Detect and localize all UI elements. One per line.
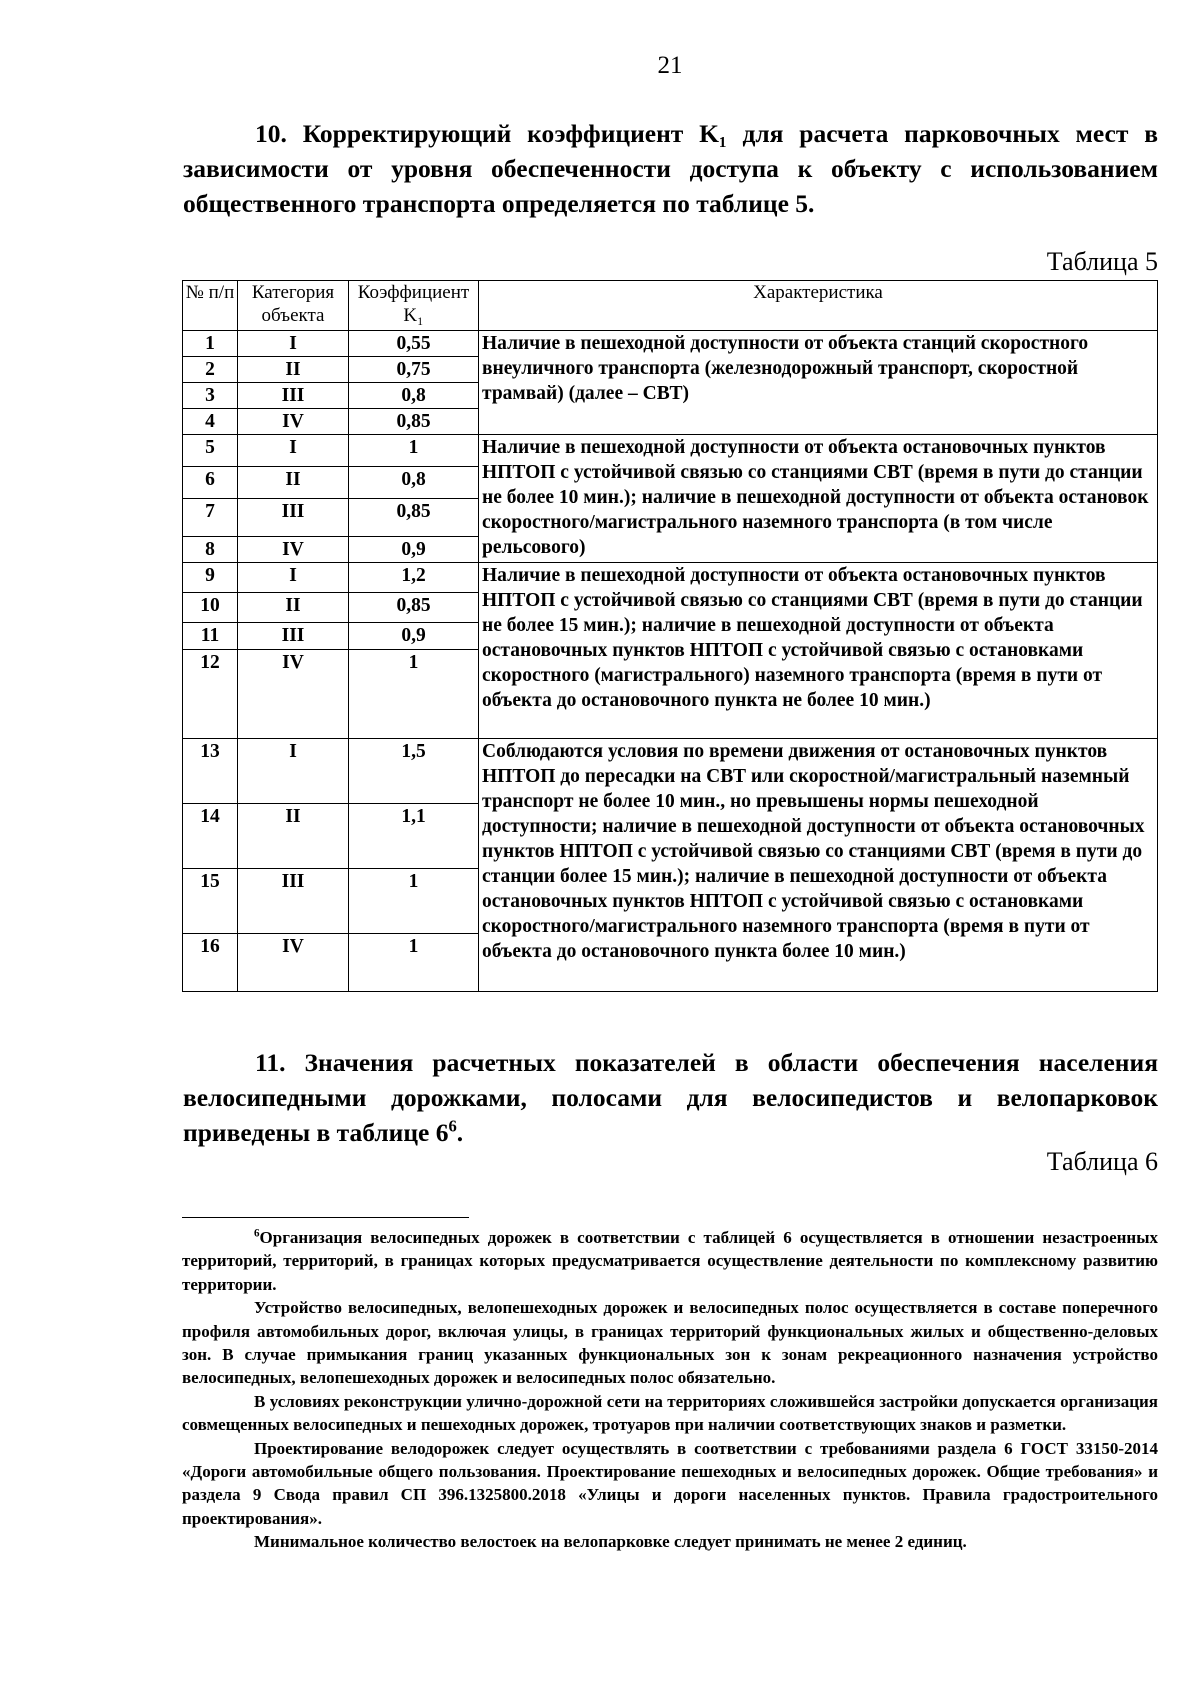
footnote-4: Проектирование велодорожек следует осуществлять в соответствии с требованиями раздела 6 ГОСТ 33150-2014 «Дороги автомобильные общего пользования. Проектирование пешеходных и велосипедных дорожек. Общие требования» и раздела 9 Свода правил СП 396.1325800.2018 «Улицы и дороги населенных пунктов. Правила градостроительного проектирования».: [182, 1438, 1158, 1528]
table-row-coefficient: 0,8: [349, 467, 479, 499]
table-row-category: I: [238, 331, 349, 357]
table-row-coefficient: 0,8: [349, 383, 479, 409]
header-num: № п/п: [183, 281, 238, 331]
table-row-category: III: [238, 499, 349, 537]
header-description: Характеристика: [479, 281, 1158, 331]
table-row-num: 1: [183, 331, 238, 357]
table-row-num: 10: [183, 593, 238, 623]
table-row-category: IV: [238, 934, 349, 992]
table-row-num: 8: [183, 537, 238, 563]
table-row-num: 3: [183, 383, 238, 409]
table-row-coefficient: 1,2: [349, 563, 479, 593]
table-row-category: II: [238, 593, 349, 623]
table-row-num: 6: [183, 467, 238, 499]
table-row-coefficient: 1: [349, 435, 479, 467]
header-category: Категория объекта: [238, 281, 349, 331]
table-row-category: IV: [238, 537, 349, 563]
paragraph-11-end: .: [456, 1118, 464, 1147]
footnote-5: Минимальное количество велостоек на велопарковке следует принимать не менее 2 единиц.: [254, 1532, 967, 1552]
footnote-ref: 6: [448, 1116, 457, 1136]
group-3-description: Наличие в пешеходной доступности от объекта остановочных пунктов НПТОП с устойчивой связью со станциями СВТ (время в пути до станции не более 15 мин.); наличие в пешеходной доступности от объекта остановочных пунктов НПТОП с устойчивой связью с остановками скоростного (магистрального) наземного транспорта (время в пути от объекта до остановочного пункта не более 10 мин.): [479, 563, 1158, 739]
footnote-2: Устройство велосипедных, велопешеходных дорожек и велосипедных полос осуществляется в составе поперечного профиля автомобильных дорог, включая улицы, в границах территорий функциональных жилых и общественно-деловых зон. В случае примыкания границ указанных функциональных зон к зонам рекреационного назначения устройство велосипедных, велопешеходных дорожек и велосипедных полос обязательно.: [182, 1298, 1158, 1388]
table-row-category: II: [238, 804, 349, 869]
table-row-num: 12: [183, 650, 238, 739]
table-row-category: II: [238, 357, 349, 383]
table-row-category: III: [238, 869, 349, 934]
footnotes: [182, 1226, 1158, 1554]
table-row-coefficient: 0,85: [349, 499, 479, 537]
table-row-num: 2: [183, 357, 238, 383]
table-row-coefficient: 1: [349, 650, 479, 739]
group-4-description: Соблюдаются условия по времени движения от остановочных пунктов НПТОП до пересадки на СВТ или скоростной/магистральный наземный транспорт не более 10 мин., но превышены нормы пешеходной доступности; наличие в пешеходной доступности от объекта остановочных пунктов НПТОП с устойчивой связью со станциями СВТ (время в пути до станции более 15 мин.); наличие в пешеходной доступности от объекта остановочных пунктов НПТОП с устойчивой связью с остановками скоростного/магистрального наземного транспорта (время в пути от объекта до остановочного пункта более 10 мин.): [479, 739, 1158, 992]
table-row-category: III: [238, 383, 349, 409]
table-row-coefficient: 0,85: [349, 409, 479, 435]
footnote-3: В условиях реконструкции улично-дорожной сети на территориях сложившейся застройки допускается организация совмещенных велосипедных и пешеходных дорожек, тротуаров при наличии соответствующих знаков и разметки.: [182, 1391, 1158, 1435]
table-row-coefficient: 1,5: [349, 739, 479, 804]
table-row-num: 15: [183, 869, 238, 934]
table-row-category: III: [238, 623, 349, 650]
table-row-coefficient: 0,9: [349, 623, 479, 650]
paragraph-10: 10. Корректирующий коэффициент K₁ для расчета парковочных мест в зависимости от уровня обеспеченности доступа к объекту с использованием общественного транспорта определяется по таблице 5.: [183, 119, 1158, 218]
table-row-num: 16: [183, 934, 238, 992]
table-row-coefficient: 0,75: [349, 357, 479, 383]
group-2-description: Наличие в пешеходной доступности от объекта остановочных пунктов НПТОП с устойчивой связью со станциями СВТ (время в пути до станции не более 10 мин.); наличие в пешеходной доступности от объекта остановок скоростного/магистрального наземного транспорта (в том числе рельсового): [479, 435, 1158, 563]
table-row-num: 7: [183, 499, 238, 537]
table-row-num: 9: [183, 563, 238, 593]
table-5: [182, 280, 1158, 992]
table-row-num: 5: [183, 435, 238, 467]
footnote-1-text: Организация велосипедных дорожек в соответствии с таблицей 6 осуществляется в отношении незастроенных территорий, территорий, в границах которых предусматривается осуществление деятельности по комплексному развитию территории.: [182, 1228, 1158, 1294]
paragraph-11: [183, 1045, 1158, 1150]
table-5-caption: Таблица 5: [1046, 247, 1158, 276]
table-6-caption: Таблица 6: [1046, 1147, 1158, 1176]
table-row-category: I: [238, 435, 349, 467]
group-1-description: Наличие в пешеходной доступности от объекта станций скоростного внеуличного транспорта (железнодорожный транспорт, скоростной трамвай) (далее – СВТ): [479, 331, 1158, 435]
footnote-marker: 6: [254, 1227, 260, 1240]
page-number: 21: [657, 52, 683, 79]
table-row-category: I: [238, 563, 349, 593]
header-coefficient: Коэффициент K₁: [349, 281, 479, 331]
footnote-1: [182, 1226, 1158, 1296]
table-row-coefficient: 0,55: [349, 331, 479, 357]
table-row-coefficient: 0,9: [349, 537, 479, 563]
table-row-num: 13: [183, 739, 238, 804]
table-row-category: I: [238, 739, 349, 804]
table-row-category: II: [238, 467, 349, 499]
table-row-coefficient: 1: [349, 934, 479, 992]
table-row-category: IV: [238, 409, 349, 435]
table-row-num: 4: [183, 409, 238, 435]
table-row-num: 11: [183, 623, 238, 650]
table-row-coefficient: 1,1: [349, 804, 479, 869]
table-row-coefficient: 1: [349, 869, 479, 934]
footnote-divider: [182, 1217, 469, 1218]
paragraph-11-text: 11. Значения расчетных показателей в области обеспечения населения велосипедными дорожками, полосами для велосипедистов и велопарковок приведены в таблице 6: [183, 1048, 1158, 1147]
table-row-num: 14: [183, 804, 238, 869]
table-row-category: IV: [238, 650, 349, 739]
table-row-coefficient: 0,85: [349, 593, 479, 623]
